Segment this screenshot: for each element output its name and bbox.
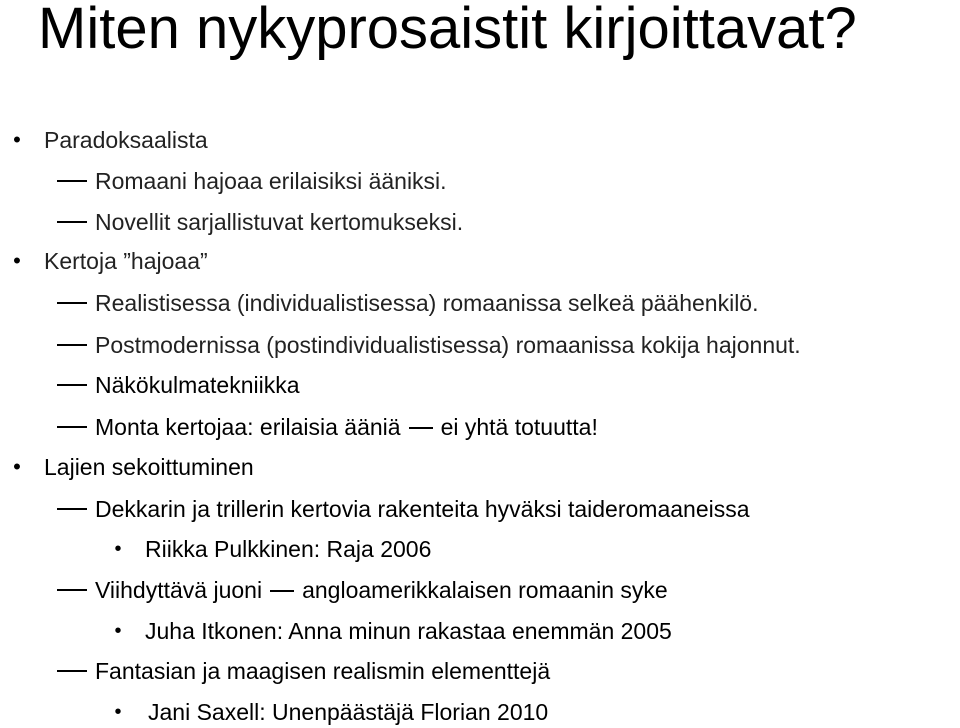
list-item-text — [95, 412, 598, 442]
list-item-text: Paradoksaalista — [44, 127, 208, 153]
list-item-text: Riikka Pulkkinen: Raja 2006 — [145, 536, 432, 562]
dash-icon — [57, 344, 87, 346]
list-item-text — [95, 575, 668, 605]
list-item-text: Dekkarin ja trillerin kertovia rakenteita hyväksi taideromaaneissa — [95, 496, 750, 522]
dash-icon — [270, 590, 294, 592]
dash-icon — [57, 384, 87, 386]
list-item-text: Lajien sekoittuminen — [44, 454, 254, 480]
list-item-text-part: Monta kertojaa: erilaisia ääniä — [95, 414, 401, 440]
bullet-icon: • — [114, 538, 122, 560]
list-item-text: Romaani hajoaa erilaisiksi ääniksi. — [95, 168, 447, 194]
list-item-text-part: angloamerikkalaisen romaanin syke — [302, 577, 668, 603]
dash-icon — [57, 670, 87, 672]
bullet-icon: • — [114, 701, 122, 723]
dash-icon — [57, 221, 87, 223]
list-item-text-part: Viihdyttävä juoni — [95, 577, 263, 603]
list-item-text: Realistisessa (individualistisessa) romaanissa selkeä päähenkilö. — [95, 290, 759, 316]
slide-title: Miten nykyprosaistit kirjoittavat? — [38, 0, 857, 61]
list-item-text: Näkökulmatekniikka — [95, 372, 300, 398]
dash-icon — [57, 589, 87, 591]
list-item-text: Kertoja ”hajoaa” — [44, 248, 208, 274]
list-item-text: Juha Itkonen: Anna minun rakastaa enemmän 2005 — [145, 618, 672, 644]
list-item-text: Jani Saxell: Unenpäästäjä Florian 2010 — [148, 699, 549, 725]
bullet-icon: • — [13, 454, 21, 479]
dash-icon — [57, 508, 87, 510]
list-item-text-part: ei yhtä totuutta! — [440, 414, 598, 440]
dash-icon — [57, 180, 87, 182]
list-item-text: Postmodernissa (postindividualistisessa) romaanissa kokija hajonnut. — [95, 332, 801, 358]
dash-icon — [409, 427, 433, 429]
bullet-icon: • — [13, 248, 21, 273]
dash-icon — [57, 302, 87, 304]
bullet-icon: • — [114, 620, 122, 642]
dash-icon — [57, 426, 87, 428]
bullet-icon: • — [13, 127, 21, 152]
list-item-text: Novellit sarjallistuvat kertomukseksi. — [95, 209, 464, 235]
list-item-text: Fantasian ja maagisen realismin elementtejä — [95, 658, 551, 684]
